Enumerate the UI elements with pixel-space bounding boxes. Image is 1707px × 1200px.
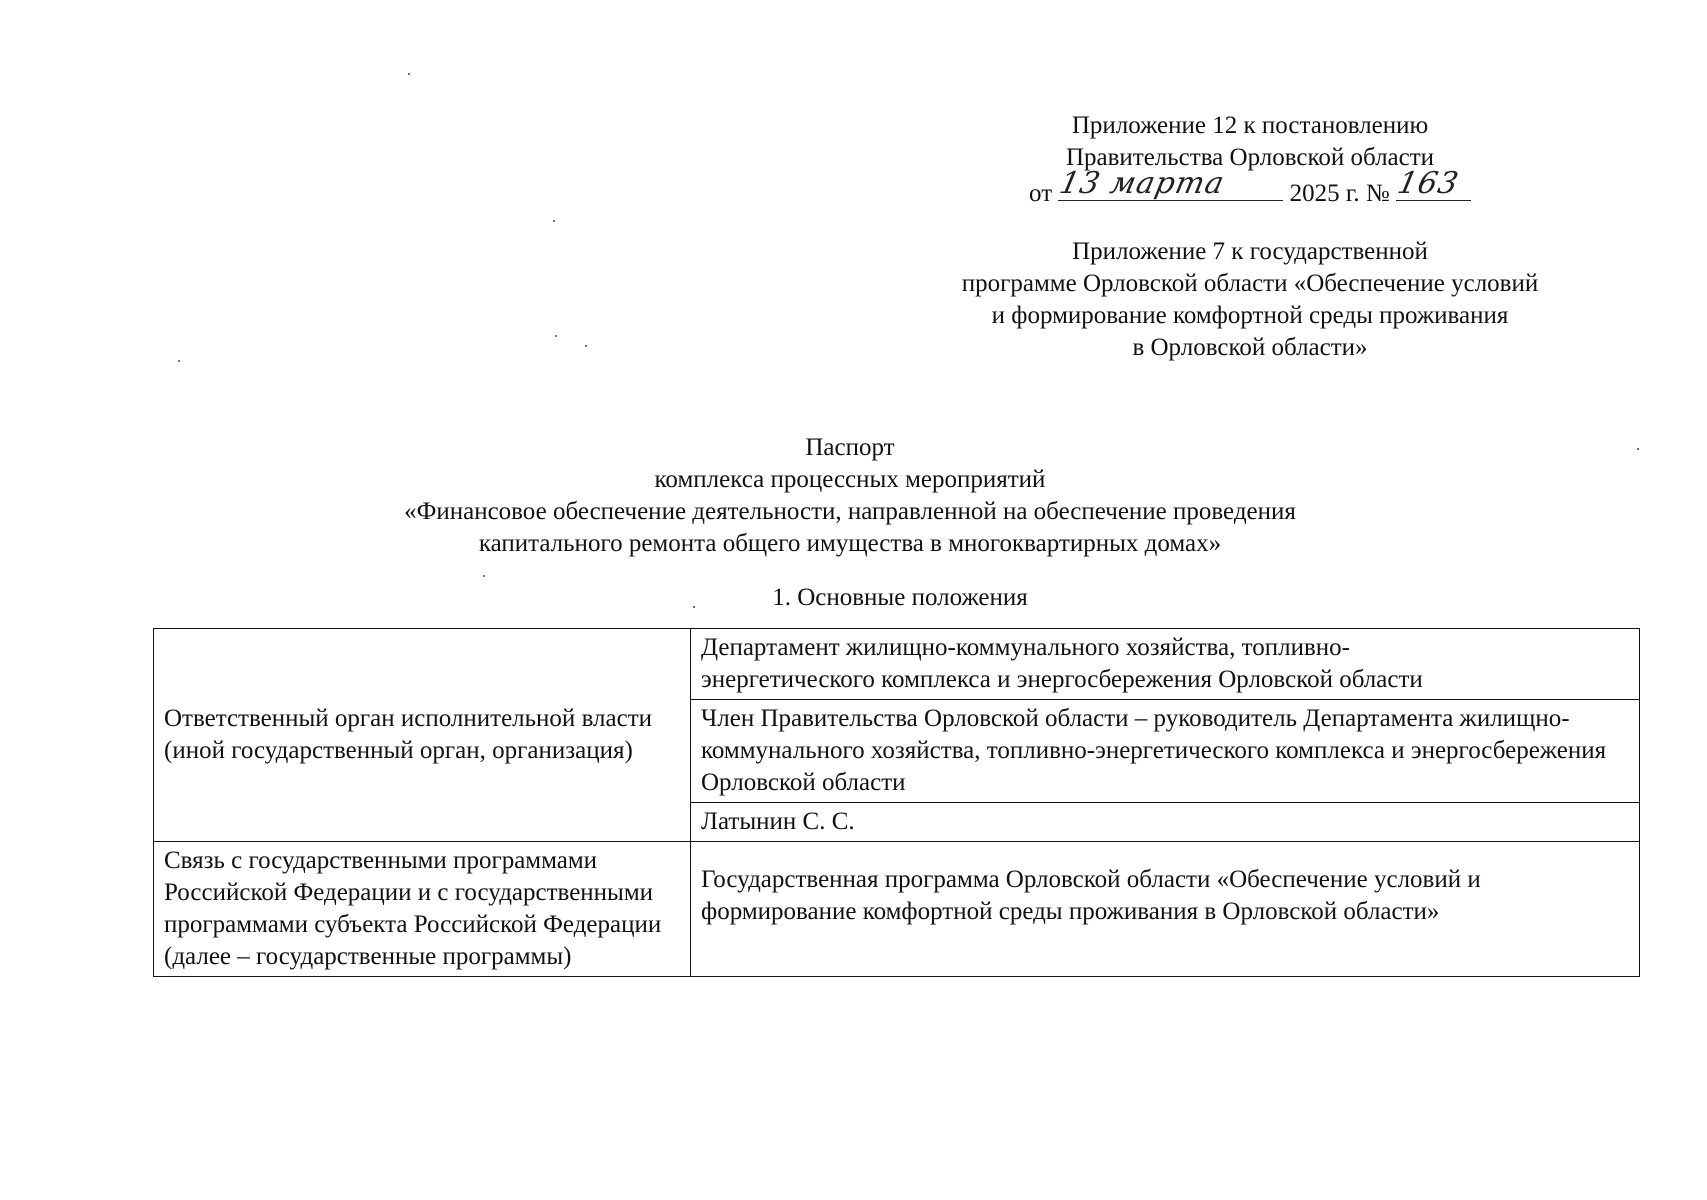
document-title bbox=[150, 432, 1550, 560]
scan-speck bbox=[555, 335, 557, 337]
title-line-1: Паспорт bbox=[805, 434, 895, 461]
responsible-authority-label: Ответственный орган исполнительной власти (иной государственный орган, организация) bbox=[154, 629, 691, 842]
resolution-year: 2025 г. № bbox=[1289, 180, 1390, 207]
responsible-official-position-cell: Член Правительства Орловской области – руководитель Департамента жилищно-коммунального хозяйства, топливно-энергетического комплекса и энергосбережения Орловской области bbox=[691, 700, 1640, 803]
handwritten-number-field bbox=[1394, 166, 1471, 201]
scan-speck bbox=[553, 220, 555, 222]
appendix-7-line-1: Приложение 7 к государственной bbox=[1072, 238, 1428, 265]
appendix-12-line-1: Приложение 12 к постановлению bbox=[1071, 112, 1429, 139]
scan-speck bbox=[408, 73, 410, 75]
section-heading: 1. Основные положения bbox=[772, 584, 1028, 611]
state-programs-link-value: Государственная программа Орловской области «Обеспечение условий и формирование комфортной среды проживания в Орловской области» bbox=[691, 842, 1640, 977]
handwritten-date-field bbox=[1056, 166, 1283, 201]
appendix-7-line-4: в Орловской области» bbox=[1132, 334, 1368, 361]
scan-speck bbox=[693, 606, 695, 608]
scan-speck bbox=[585, 345, 587, 347]
handwritten-number: 163 bbox=[1394, 166, 1463, 201]
appendix-7-reference bbox=[900, 236, 1600, 364]
scan-speck bbox=[178, 360, 180, 362]
handwritten-date: 13 марта bbox=[1056, 166, 1229, 201]
responsible-official-name-cell: Латынин С. С. bbox=[691, 803, 1640, 842]
appendix-12-reference bbox=[980, 110, 1520, 210]
title-line-3: «Финансовое обеспечение деятельности, направленной на обеспечение проведения bbox=[404, 498, 1296, 525]
appendix-12-line-2: Правительства Орловской области bbox=[1065, 144, 1435, 171]
date-prefix: от bbox=[1029, 180, 1053, 207]
appendix-7-line-2: программе Орловской области «Обеспечение условий bbox=[961, 270, 1539, 297]
scan-speck bbox=[483, 575, 485, 577]
responsible-department-cell: Департамент жилищно-коммунального хозяйства, топливно-энергетического комплекса и энергосбережения Орловской области bbox=[691, 629, 1640, 700]
appendix-7-line-3: и формирование комфортной среды проживания bbox=[991, 302, 1509, 329]
title-line-4: капитального ремонта общего имущества в многоквартирных домах» bbox=[478, 530, 1222, 557]
main-provisions-table bbox=[153, 628, 1640, 977]
resolution-date-row bbox=[980, 166, 1520, 210]
title-line-2: комплекса процессных мероприятий bbox=[654, 466, 1046, 493]
table-row bbox=[154, 842, 1640, 977]
scan-speck bbox=[1637, 448, 1639, 450]
table-row bbox=[154, 629, 1640, 700]
state-programs-link-label: Связь с государственными программами Российской Федерации и с государственными программами субъекта Российской Федерации (далее – государственные программы) bbox=[154, 842, 691, 977]
